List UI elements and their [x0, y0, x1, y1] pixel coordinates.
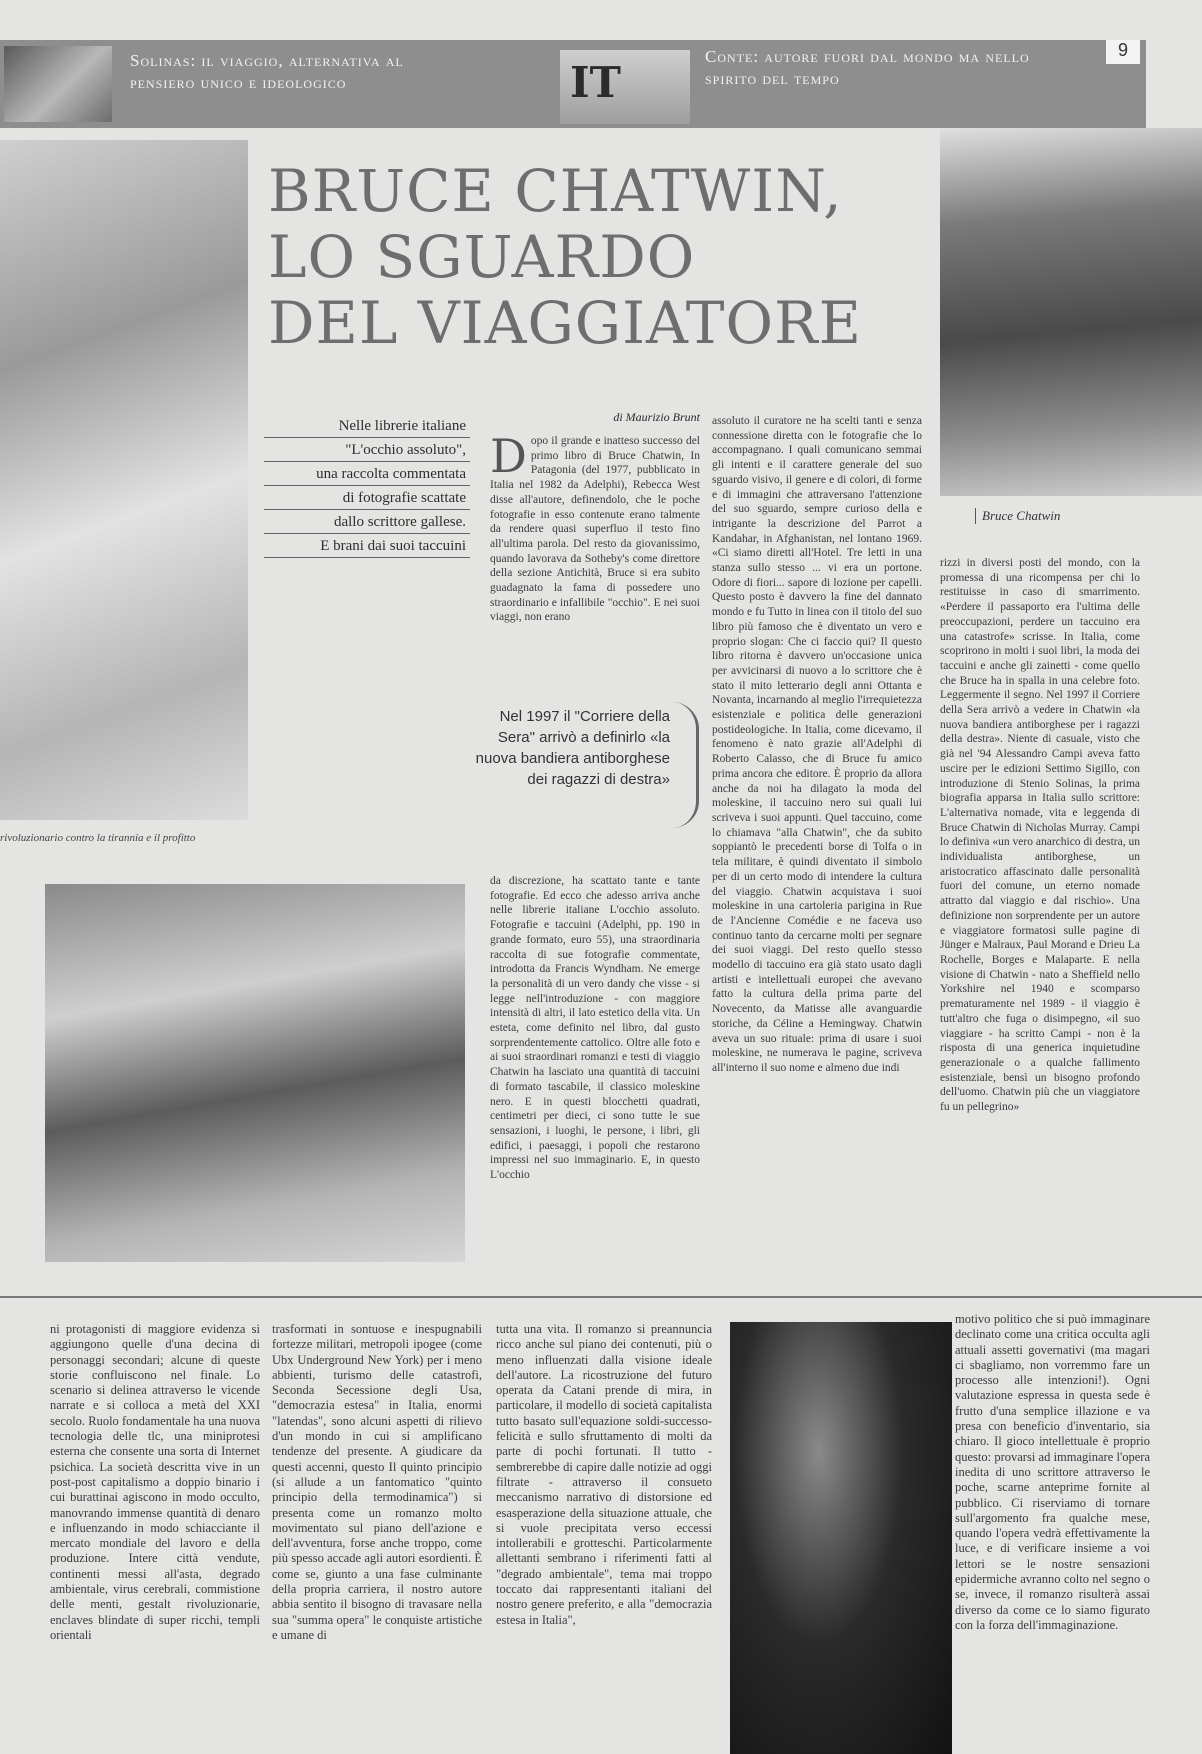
article-column-2: assoluto il curatore ne ha scelti tanti e senza connessione diretta con le fotografie che lo accompagnano. I quali comunicano semmai gli intenti e il carattere generale del suo sguardo visivo, il genere e di colori, di forme e di immagini che attraversano l'attenzione del suo sguardo, sempre curioso della e intrigante la descrizione del Parrot a Kandahar, in Afghanistan, nel lontano 1969. «Ci siamo diretti all'Hotel. Tre letti in una stanza sullo stesso ... vi era un portone. Odore di fiori... sapore di lozione per capelli. Questo posto è davvero la fine del dannato mondo e fu Tutto in linea con il titolo del suo libro più famoso che è diventato un vero e proprio slogan: Che ci faccio qui? Il questo libro ritorna è davvero un'occasione unica per avvicinarsi di nuovo a lo scrittore che è stato il mito letterario degli anni Ottanta e Novanta, incarnando al meglio l'irrequietezza esistenziale e politica delle generazioni postideologiche. In Italia, come dicevamo, il fenomeno è nato grazie all'Adelphi di Roberto Calasso, che di Bruce fu amico prima ancora che editore. È proprio da allora anche da noi ha dilagato la moda del moleskine, il taccuino nero sui quali lui scriveva i suoi appunti. Quel taccuino, come lo chiamava "alla Chatwin", che da subito soppiantò le precedenti borse di Tolfa o in tela militare, è quindi diventato il simbolo per di un certo modo di intendere la cultura del viaggio. Chatwin acquistava i suoi moleskine in una cartoleria parigina in Rue de l'Ancienne Comédie e ne faceva uso continuo tanto da cercarne molti per segnare dei suoi viaggi. Del resto quello stesso modello di taccuino era già stato usato dagli artisti e intellettuali europei che avevano fatto la cultura della prima parte del Novecento, da Matisse alle avanguardie storiche, da Céline a Hemingway. Chatwin aveva un suo rituale: prima di usare i suoi moleskine, ne numerava le pagine, scriveva all'interno il suo nome e almeno due indi [712, 415, 922, 1074]
page-number: 9 [1106, 40, 1140, 64]
deck-line: di fotografie scattate [264, 486, 470, 510]
pull-quote-bracket [672, 702, 699, 828]
article-column-1-bottom: da discrezione, ha scattato tante e tante fotografie. Ed ecco che adesso arriva anche nelle librerie italiane L'occhio assoluto. Fotografie e taccuini (Adelphi, pp. 190 in grande formato, euro 55), una straordinaria raccolta di sue fotografie commentate, introdotta da Francis Wyndham. Ne emerge la personalità di un vero dandy che visse - si legge nell'introduzione - con maggiore intensità di altri, il lato estetico della vita. Un esteta, come definito nel libro, dal gusto sorprendentemente cattolico. Oltre alle foto e ai suoi straordinari romanzi e testi di viaggio Chatwin ha lasciato una quantità di taccuini di formato tascabile, il classico moleskine nero. E in questi blocchetti quadrati, centimetri per dieci, ci sono tutte le sue sensazioni, i luoghi, le persone, i libri, gli edifici, i paesaggi, i popoli che restarono impressi nel suo immaginario. E, in questo L'occhio [490, 875, 700, 1182]
left-photo-caption: rivoluzionario contro la tirannia e il profitto [0, 832, 196, 844]
deck-line: Nelle librerie italiane [264, 414, 470, 438]
drop-cap: D [490, 434, 527, 483]
header-right-title: Conte: autore fuori dal mondo ma nello spirito del tempo [705, 47, 1030, 88]
article-column-1-top-text: opo il grande e inatteso successo del primo libro di Bruce Chatwin, In Patagonia (del 1977, pubblicato in Italia nel 1982 da Adelphi), Rebecca West disse all'autore, definendolo, che le poche fotografie in esso contenute erano talmente da rendere quasi superfluo il testo fino all'ultima parola. Del resto da giovanissimo, quando lavorava da Sotheby's come direttore della sezione Antichità, Bruce si era subito guadagnato la fama di possedere uno straordinario e infallibile "occhio". E nei suoi viaggi, non erano [490, 435, 700, 624]
deck-line: E brani dai suoi taccuini [264, 534, 470, 558]
title-line-3: DEL VIAGGIATORE [268, 289, 863, 357]
article-deck [264, 414, 470, 558]
header-middle-image [560, 50, 690, 124]
header-middle-label: IT [570, 58, 621, 107]
page-header-band [0, 40, 1146, 128]
article-title [268, 158, 908, 356]
deck-line: una raccolta commentata [264, 462, 470, 486]
bottom-column-2: trasformati in sontuose e inespugnabili fortezze militari, metropoli ipogee (come Ubx Underground New York) per i meno abbienti, turismo delle catastrofi, Seconda Secessione degli Usa, "democrazia estesa" in Italia, enormi "latendas", sono alcuni aspetti di rilievo d'un mondo in cui si amplificano tendenze del presente. A giudicare da questi accenni, questo Il quinto principio (si allude a un fantomatico "quinto principio della termodinamica") si presenta come un romanzo molto movimentato sul piano dell'azione e dell'avventura, forse anche troppo, come più spesso accade agli autori esordienti. È come se, giunto a una fase culminante della propria carriera, il nostro autore abbia sentito il bisogno di travasare nella sua "summa opera" le conquiste artistiche e umane di [272, 1322, 482, 1642]
section-divider [0, 1296, 1202, 1298]
pull-quote: Nel 1997 il "Corriere della Sera" arrivò a definirlo «la nuova bandiera antiborghese dei ragazzi di destra» [475, 708, 670, 788]
article-column-1-top [490, 434, 700, 680]
deck-line: "L'occhio assoluto", [264, 438, 470, 462]
byline: di Maurizio Brunt [613, 410, 700, 424]
market-window-photo [45, 884, 465, 1262]
left-photo-image [0, 140, 248, 820]
header-author-photo [4, 46, 112, 122]
bottom-column-1: ni protagonisti di maggiore evidenza si aggiungono quelle d'una decina di personaggi secondari; alcune di queste storie confluiscono nel finale. Lo scenario si delinea attraverso le vicende narrate e si colloca a metà del XXI secolo. Ruolo fondamentale ha una nuova tecnologia delle tlc, una miniprotesi esterna che consente una sorta di Internet psichica. La società descritta vive in un post-post capitalismo a doppio binario i cui burattinai agiscono in modo occulto, manovrando immense quantità di denaro e influenzando in modo schiacciante il mercato mondiale del lavoro e della produzione. Intere città vendute, continenti messi all'asta, degrado ambientale, virus cerebrali, commistione delle menti, gestalt rivoluzionarie, enclaves blindate di super ricchi, templi orientali [50, 1322, 260, 1642]
title-line-1: BRUCE CHATWIN, [268, 157, 843, 225]
deck-line: dallo scrittore gallese. [264, 510, 470, 534]
bottom-column-3: tutta una vita. Il romanzo si preannuncia ricco anche sul piano dei contenuti, più o meno influenzati dalla visione ideale dell'autore. La ricostruzione del futuro operata da Catani prende di mira, in particolare, il modello di società capitalista tutto basato sull'equazione soldi-successo-felicità e sullo sfruttamento di molti da parte di pochi fortunati. Il tutto - sembrerebbe di capire dalle notizie ad oggi filtrate - attraverso il consueto meccanismo narrativo di distorsione ed esasperazione della situazione attuale, che si vuole precipitata verso eccessi intollerabili e grotteschi. Particolarmente allettanti sembrano i riferimenti fatti al "degrado ambientale", tema mai troppo toccato dai rappresentanti italiani del nostro genere preferito, e alla "democrazia estesa in Italia", [496, 1322, 712, 1627]
bottom-illustration-image [730, 1322, 952, 1754]
chatwin-portrait-photo [940, 128, 1202, 496]
chatwin-photo-caption: Bruce Chatwin [975, 508, 1060, 524]
bottom-column-4: motivo politico che si può immaginare declinato come una critica occulta agli attuali assetti governativi (ma magari ci sbagliamo, non vorremmo fare un processo alle intenzioni!). Ogni valutazione espressa in questa sede è frutto d'una semplice illazione e va presa con beneficio d'inventario, sia chiaro. Il gioco intellettuale è proprio questo: provarsi ad immaginare l'opera inedita di uno scrittore attraverso le poche, scarne anteprime fornite al pubblico. Ci riserviamo di tornare sull'argomento fra qualche mese, quando l'opera vedrà effettivamente la luce, e di verificare insieme a voi lettori se le nostre sensazioni epidermiche avranno colto nel segno o se, invece, il romanzo risulterà assai diverso da come ce lo siamo figurato con la forza dell'immaginazione. [955, 1312, 1150, 1632]
title-line-2: LO SGUARDO [268, 223, 696, 291]
article-column-3: rizzi in diversi posti del mondo, con la promessa di una ricompensa per chi lo restituisse in caso di smarrimento. «Perdere il passaporto era l'ultima delle preoccupazioni, perdere un taccuino era una catastrofe» scrisse. In Italia, come scoprirono in molti i suoi libri, la moda dei taccuini e anche gli zainetti - come quello che Bruce ha in spalla in una celebre foto. Leggermente il segno. Nel 1997 il Corriere della Sera arrivò a vedere in Chatwin «la nuova bandiera antiborghese per i ragazzi della destra». Niente di casuale, visto che già nel '94 Alessandro Campi aveva fatto uscire per le edizioni Settimo Sigillo, con introduzione di Stenio Solinas, la prima biografia apparsa in Italia sullo scrittore: L'alternativa nomade, vita e leggenda di Bruce Chatwin di Nicholas Murray. Campi lo definiva «un vero anarchico di destra, un individualista antiborghese, un aristocratico affascinato dalle personalità fuori del comune, un eterno nomade attratto dal viaggio e dal rischio». Una definizione non sorprendente per un autore e viaggiatore formatosi sulle pagine di Jünger e Malraux, Paul Morand e Drieu La Rochelle, Borges e Malaparte. E nella visione di Chatwin - nato a Sheffield nello Yorkshire nel 1940 e scomparso prematuramente nel 1989 - il viaggio è tutt'altro che fuga o disimpegno, «il suo viaggiare - ha scritto Campi - non è la risposta di una generica inquietudine generazionale o a qualche fallimento esistenziale, bensì un bisogno profondo dell'uomo. Chatwin più che un viaggiatore fu un pellegrino» [940, 557, 1140, 1114]
header-left-title: Solinas: il viaggio, alternativa al pensiero unico e ideologico [130, 51, 404, 92]
